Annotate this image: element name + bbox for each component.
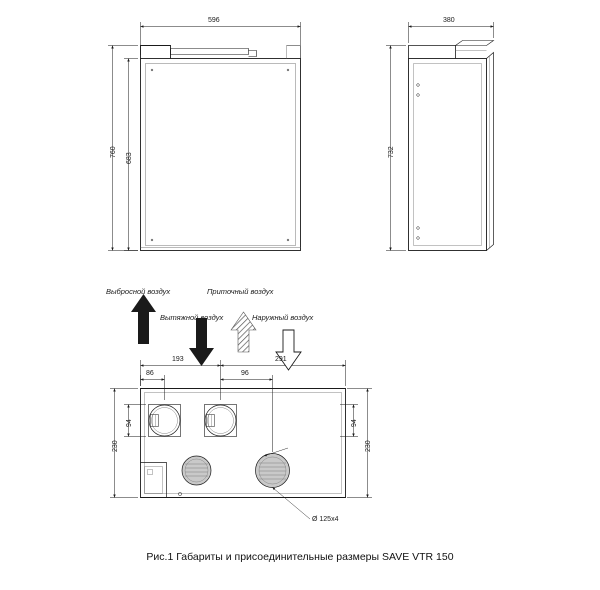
outdoor-air-arrow bbox=[276, 330, 301, 370]
figure-caption: Рис.1 Габариты и присоединительные размеры SAVE VTR 150 bbox=[146, 551, 454, 563]
top-view-left-span-label: 193 bbox=[172, 356, 184, 363]
front-view-height-outer-label: 760 bbox=[110, 146, 117, 158]
duct-diameter-label: Ø 125x4 bbox=[312, 516, 339, 523]
front-view-dim-width bbox=[141, 22, 301, 55]
side-view-width-label: 380 bbox=[443, 17, 455, 24]
side-view-height-label: 732 bbox=[388, 146, 395, 158]
supply-air-label: Приточный воздух bbox=[207, 287, 274, 296]
top-view-depth-left-outer-label: 230 bbox=[112, 440, 119, 452]
exhaust-air-arrow bbox=[131, 294, 156, 344]
front-view-height-inner-label: 683 bbox=[126, 152, 133, 164]
exhaust-air-label: Выбросной воздух bbox=[106, 287, 171, 296]
front-view-width-label: 596 bbox=[208, 17, 220, 24]
outdoor-air-label: Наружный воздух bbox=[252, 313, 314, 322]
extract-air-arrow bbox=[189, 318, 214, 366]
side-view-dim-width bbox=[409, 22, 494, 43]
front-view-geometry bbox=[141, 46, 301, 251]
side-view-geometry bbox=[409, 41, 494, 251]
top-view-right-span-label: 291 bbox=[275, 356, 287, 363]
extract-air-label: Вытяжной воздух bbox=[160, 313, 224, 322]
top-view-geometry bbox=[141, 389, 346, 520]
top-view-depth-left-inner-label: 94 bbox=[126, 419, 133, 427]
top-view-right-small-label: 96 bbox=[241, 370, 249, 377]
top-view-left-small-label: 86 bbox=[146, 370, 154, 377]
top-view-depth-right-inner-label: 94 bbox=[351, 419, 358, 427]
top-view-depth-right-outer-label: 230 bbox=[365, 440, 372, 452]
